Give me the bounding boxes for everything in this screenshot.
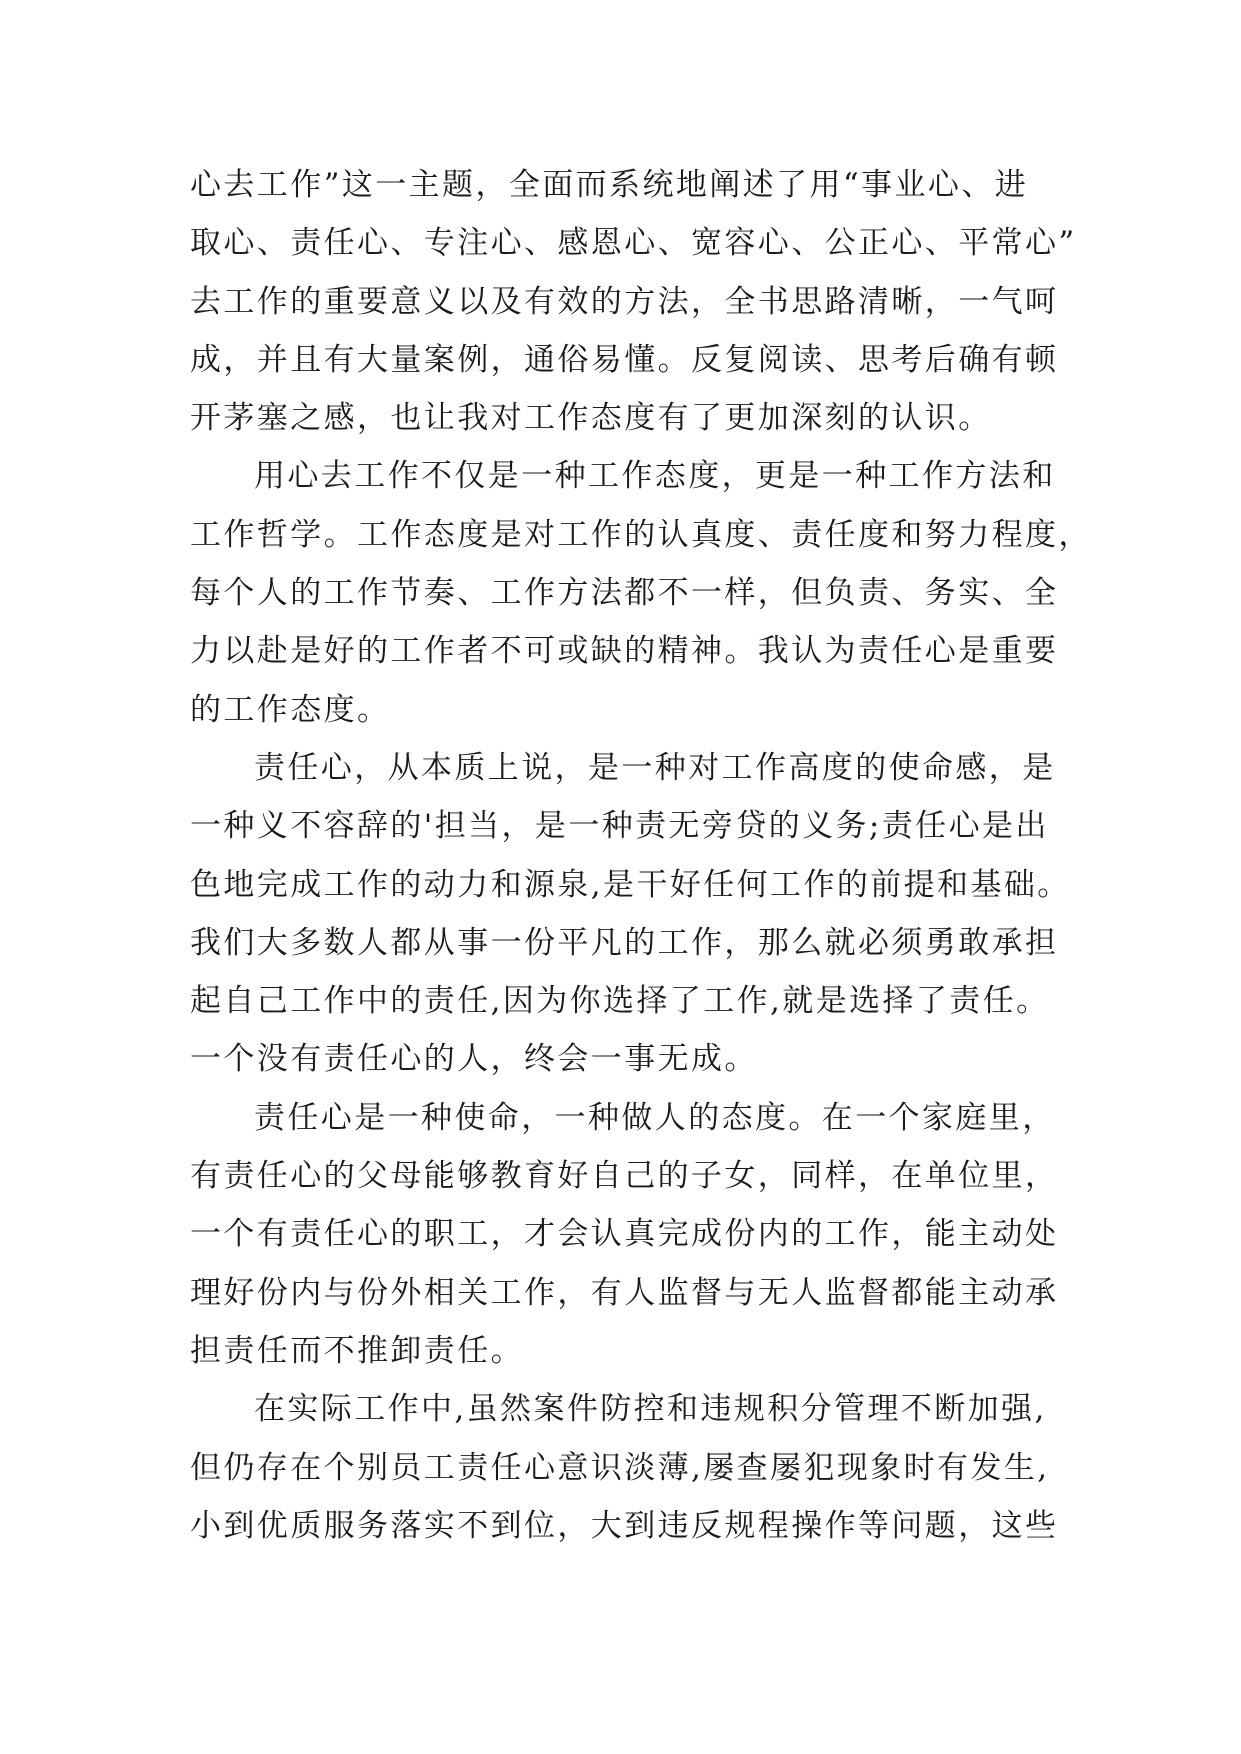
paragraph-first-line: 在实际工作中,虽然案件防控和违规积分管理不断加强,: [254, 1391, 1047, 1428]
paragraph-first-line: 责任心是一种使命，一种做人的态度。在一个家庭里，: [254, 1099, 1056, 1136]
text-line: 色地完成工作的动力和源泉,是干好任何工作的前提和基础。: [190, 866, 1071, 903]
text-line: 去工作的重要意义以及有效的方法，全书思路清晰，一气呵: [190, 283, 1059, 320]
text-line: 理好份内与份外相关工作，有人监督与无人监督都能主动承: [190, 1274, 1059, 1311]
text-line: 一种义不容辞的'担当，是一种责无旁贷的义务;责任心是出: [190, 808, 1049, 845]
text-line: 一个有责任心的职工，才会认真完成份内的工作，能主动处: [190, 1216, 1059, 1253]
text-line: 开茅塞之感，也让我对工作态度有了更加深刻的认识。: [190, 400, 992, 437]
paragraph-first-line: 用心去工作不仅是一种工作态度，更是一种工作方法和: [254, 458, 1056, 495]
text-line: 的工作态度。: [190, 691, 391, 728]
text-line: 但仍存在个别员工责任心意识淡薄,屡查屡犯现象时有发生,: [190, 1449, 1050, 1486]
text-line: 起自己工作中的责任,因为你选择了工作,就是选择了责任。: [190, 983, 1050, 1020]
text-line: 力以赴是好的工作者不可或缺的精神。我认为责任心是重要: [190, 633, 1059, 670]
text-line: 一个没有责任心的人，终会一事无成。: [190, 1041, 758, 1078]
text-line: 小到优质服务落实不到位，大到违反规程操作等问题，这些: [190, 1507, 1059, 1544]
text-line: 取心、责任心、专注心、感恩心、宽容心、公正心、平常心”: [190, 225, 1077, 262]
paragraph-first-line: 责任心，从本质上说，是一种对工作高度的使命感，是: [254, 749, 1056, 786]
text-line: 我们大多数人都从事一份平凡的工作，那么就必须勇敢承担: [190, 924, 1059, 961]
text-line: 每个人的工作节奏、工作方法都不一样，但负责、务实、全: [190, 575, 1059, 612]
text-line: 成，并且有大量案例，通俗易懂。反复阅读、思考后确有顿: [190, 341, 1059, 378]
body-text: [190, 156, 1092, 1555]
text-line: 心去工作”这一主题，全面而系统地阐述了用“事业心、进: [190, 167, 1029, 203]
text-line: 有责任心的父母能够教育好自己的子女，同样，在单位里，: [190, 1158, 1059, 1195]
text-line: 工作哲学。工作态度是对工作的认真度、责任度和努力程度，: [190, 516, 1092, 553]
text-line: 担责任而不推卸责任。: [190, 1332, 524, 1369]
